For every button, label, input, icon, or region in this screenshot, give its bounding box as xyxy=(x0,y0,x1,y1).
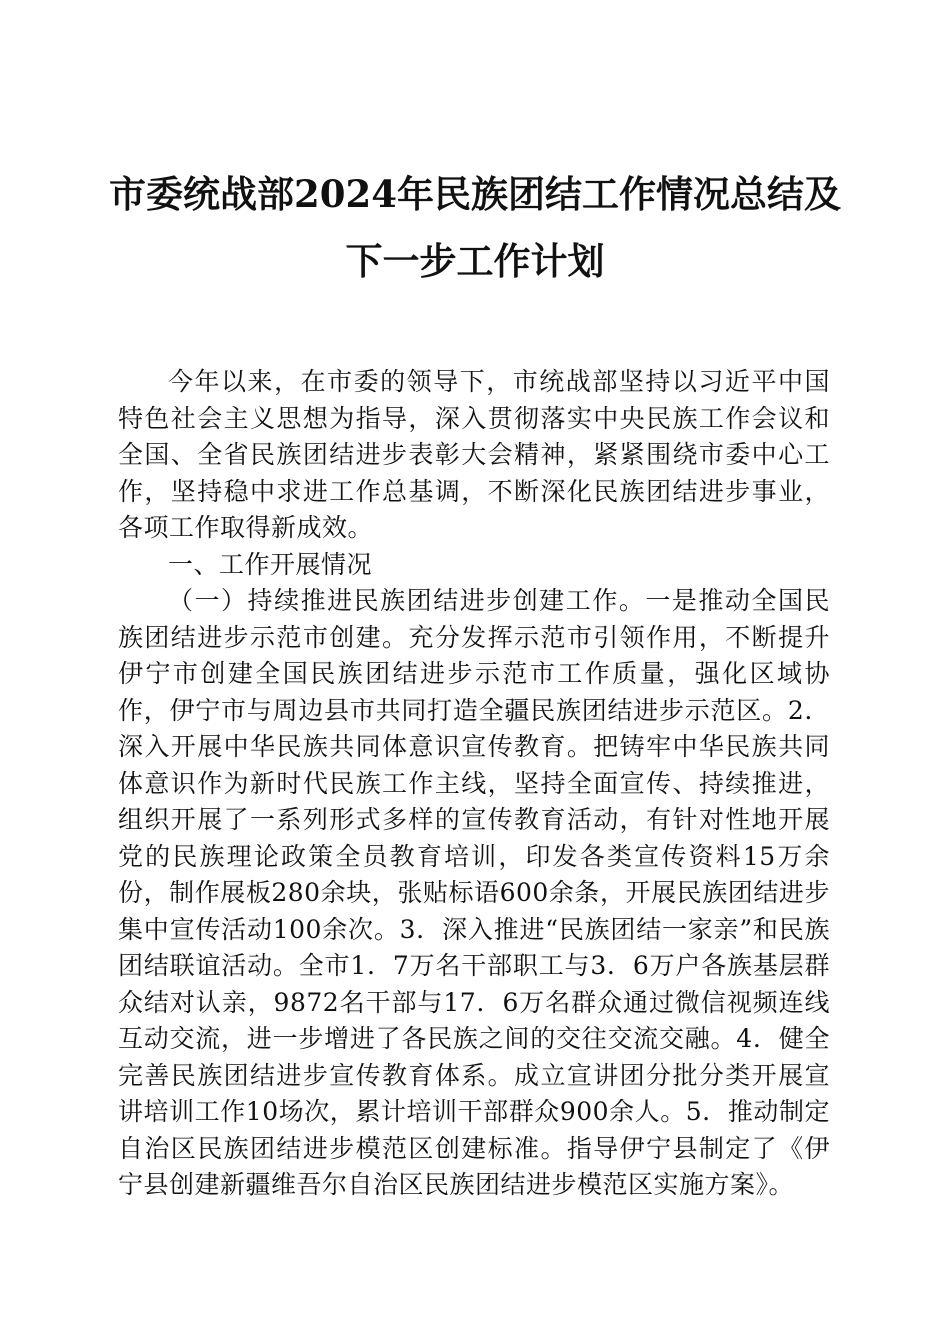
section-heading-1: 一、工作开展情况 xyxy=(168,549,373,579)
subsection-heading-1: （一）持续推进民族团结进步创建工作。 xyxy=(168,586,646,615)
intro-paragraph: 今年以来，在市委的领导下，市统战部坚持以习近平中国特色社会主义思想为指导，深入贯彻落实中央民族工作会议和全国、全省民族团结进步表彰大会精神，紧紧围绕市委中心工作，坚持稳中求进工作总基调，不断深化民族团结进步事业，各项工作取得新成效。 xyxy=(118,367,830,542)
document-title-line-1: 市委统战部2024年民族团结工作情况总结及 xyxy=(109,172,841,216)
subsection-paragraph-1 xyxy=(118,583,830,1204)
document-body xyxy=(118,364,830,1204)
document-title-line-2: 下一步工作计划 xyxy=(345,239,605,283)
subsection-body-1: 一是推动全国民族团结进步示范市创建。充分发挥示范市引领作用，不断提升伊宁市创建全国民族团结进步示范市工作质量，强化区域协作，伊宁市与周边县市共同打造全疆民族团结进步示范区。2．深入开展中华民族共同体意识宣传教育。把铸牢中华民族共同体意识作为新时代民族工作主线，坚持全面宣传、持续推进，组织开展了一系列形式多样的宣传教育活动，有针对性地开展党的民族理论政策全员教育培训，印发各类宣传资料15万余份，制作展板280余块，张贴标语600余条，开展民族团结进步集中宣传活动100余次。3．深入推进“民族团结一家亲”和民族团结联谊活动。全市1．7万名干部职工与3．6万户各族基层群众结对认亲，9872名干部与17．6万名群众通过微信视频连线互动交流，进一步增进了各民族之间的交往交流交融。4．健全完善民族团结进步宣传教育体系。成立宣讲团分批分类开展宣讲培训工作10场次，累计培训干部群众900余人。5．推动制定自治区民族团结进步模范区创建标准。指导伊宁县制定了《伊宁县创建新疆维吾尔自治区民族团结进步模范区实施方案》。 xyxy=(118,586,830,1199)
